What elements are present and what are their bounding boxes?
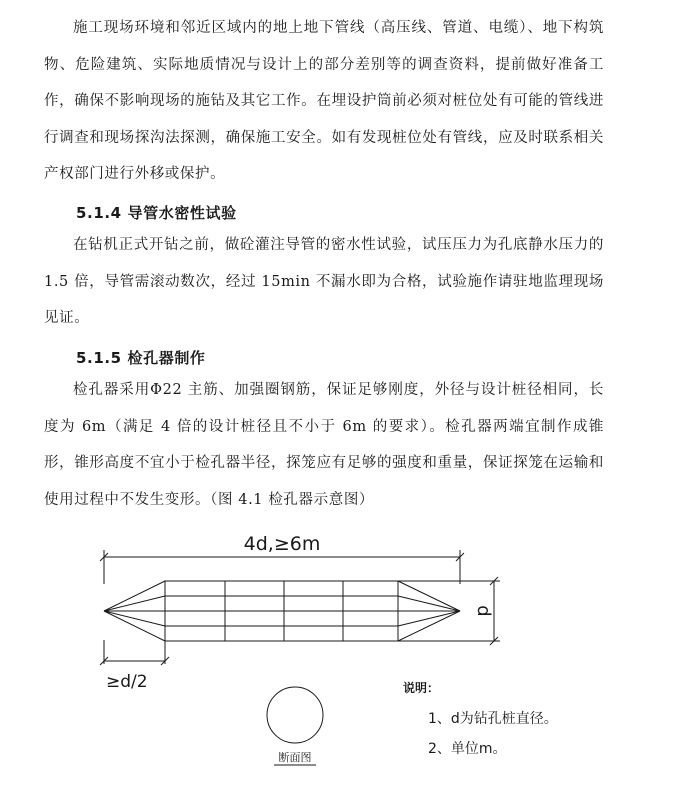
cage-body <box>165 581 398 641</box>
watertight-test-paragraph: 在钻机正式开钻之前，做砼灌注导管的密水性试验，试压压力为孔底静水压力的 1.5 倍，导管需滚动数次，经过 15min 不漏水即为合格，试验施作请驻地监理现场见证。 <box>44 237 604 326</box>
section-heading-5-1-5: 5.1.5 检孔器制作 <box>76 349 206 367</box>
hole-checker-paragraph: 检孔器采用Φ22 主筋、加强圈钢筋，保证足够刚度，外径与设计桩径相同，长度为 6m（满足 4 倍的设计桩径且不小于 6m 的要求）。检孔器两端宜制作成锥形，锥形高度不宜小于检孔器半径，探笼应有足够的强度和重量，保证探笼在运输和使用过程中不发生变形。（图 4.1 检孔器示意图） <box>44 382 604 508</box>
cone-label: ≥d/2 <box>106 672 148 692</box>
site-survey-paragraph: 施工现场环境和邻近区域内的地上地下管线（高压线、管道、电缆）、地下构筑物、危险建筑、实际地质情况与设计上的部分差别等的调查资料，提前做好准备工作，确保不影响现场的施钻及其它工作。在埋设护筒前必须对桩位处有可能的管线进行调查和现场探沟法探测，确保施工安全。如有发现桩位处有管线，应及时联系相关产权部门进行外移或保护。 <box>44 20 604 182</box>
section-heading-5-1-4: 5.1.4 导管水密性试验 <box>76 204 237 222</box>
notes-title: 说明： <box>403 681 440 695</box>
note-2: 2、单位m。 <box>428 741 507 757</box>
cross-section-circle <box>267 687 323 743</box>
diameter-label: d <box>473 605 494 617</box>
left-cone <box>104 581 165 641</box>
cone-dimension <box>100 640 169 665</box>
length-label: 4d,≥6m <box>243 533 321 555</box>
section-label: 断面图 <box>278 751 312 764</box>
hole-checker-diagram <box>0 520 674 800</box>
right-cone <box>398 581 460 641</box>
note-1: 1、d为钻孔桩直径。 <box>428 711 558 727</box>
length-dimension <box>100 550 464 584</box>
